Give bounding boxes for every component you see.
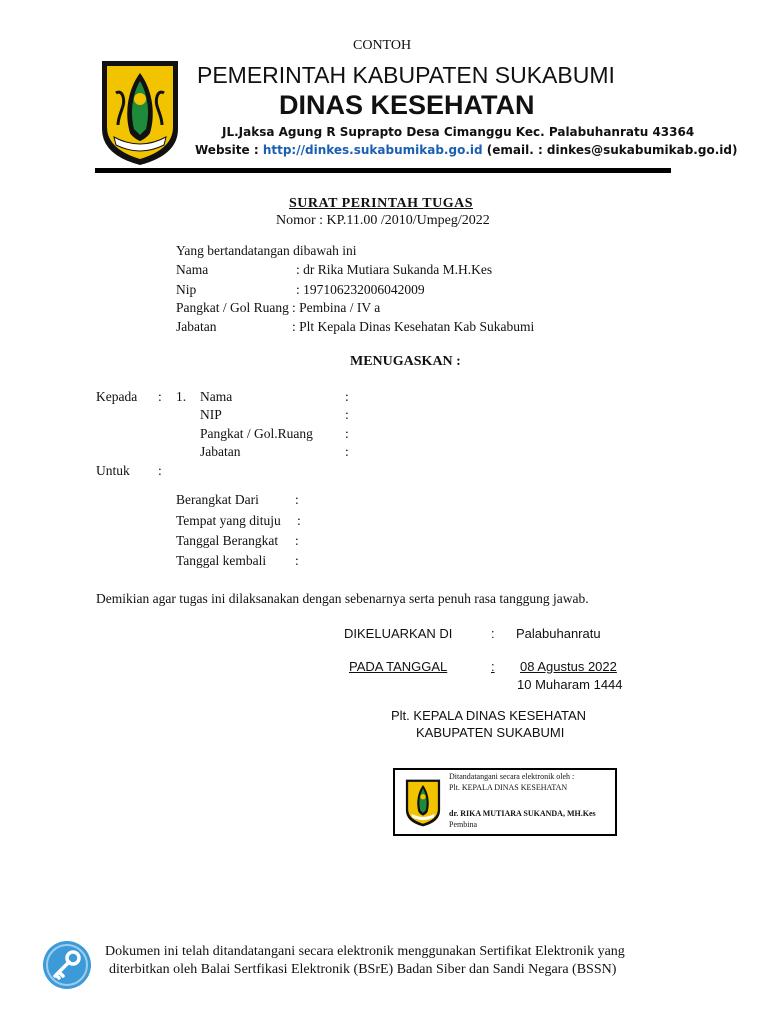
kepada-colon-name: : [345,389,349,404]
signer-value-position: : Plt Kepala Dinas Kesehatan Kab Sukabumi [292,319,535,334]
signer-value-rank: : Pembina / IV a [292,300,381,315]
menugaskan-heading: MENUGASKAN : [350,354,461,369]
website-link[interactable]: http://dinkes.sukabumikab.go.id [262,143,483,157]
kepada-colon-rank: : [345,426,349,441]
header-contact [195,143,737,157]
letter-number: Nomor : KP.11.00 /2010/Umpeg/2022 [276,213,490,228]
footer-line2: diterbitkan oleh Balai Sertfikasi Elektronik (BSrE) Badan Siber dan Sandi Negara (BSSN) [109,962,617,977]
travel-return-date-colon: : [295,553,299,568]
sukabumi-emblem-icon [100,59,180,167]
signer-intro: Yang bertandatangan dibawah ini [176,243,357,258]
contoh-label: CONTOH [353,38,412,53]
bsre-key-icon [42,940,92,990]
kepada-field-rank: Pangkat / Gol.Ruang [200,426,313,441]
sign-title-line2: KABUPATEN SUKABUMI [416,725,565,740]
header-divider [95,168,671,173]
letter-title: SURAT PERINTAH TUGAS [289,196,474,211]
signer-label-name: Nama [176,262,209,277]
kepada-colon: : [158,389,162,404]
email-text: (email. : dinkes@sukabumikab.go.id) [486,143,738,157]
sukabumi-emblem-small-icon [405,776,441,830]
issued-date-value: 08 Agustus 2022 [520,659,617,674]
kepada-colon-nip: : [345,407,349,422]
signer-label-rank: Pangkat / Gol Ruang [176,300,289,315]
signer-value-name: : dr Rika Mutiara Sukanda M.H.Kes [296,262,493,277]
issued-at-label: DIKELUARKAN DI [344,626,453,641]
kepada-field-name: Nama [200,389,233,404]
signer-label-position: Jabatan [176,319,217,334]
esign-rank: Pembina [449,820,477,829]
sign-title-line1: Plt. KEPALA DINAS KESEHATAN [391,708,587,723]
travel-depart-date-colon: : [295,533,299,548]
esign-line2: Plt. KEPALA DINAS KESEHATAN [449,783,568,792]
travel-return-date-label: Tanggal kembali [176,553,267,568]
untuk-label: Untuk [96,463,130,478]
issued-hijri-date: 10 Muharam 1444 [517,677,623,692]
footer-line1: Dokumen ini telah ditandatangani secara elektronik menggunakan Sertifikat Elektronik yang [105,944,625,959]
header-address: JL.Jaksa Agung R Suprapto Desa Cimanggu Kec. Palabuhanratu 43364 [222,125,695,139]
issued-date-label: PADA TANGGAL [349,659,448,674]
travel-departure-label: Berangkat Dari [176,492,259,507]
signer-value-nip: : 197106232006042009 [296,282,425,297]
signer-label-nip: Nip [176,282,197,297]
travel-destination-label: Tempat yang dituju [176,513,281,528]
untuk-colon: : [158,463,162,478]
travel-destination-colon: : [297,513,301,528]
kepada-field-nip: NIP [200,407,222,422]
issued-date-colon: : [491,659,495,674]
travel-departure-colon: : [295,492,299,507]
issued-at-colon: : [491,626,495,641]
esign-line1: Ditandatangani secara elektronik oleh : [449,772,575,781]
kepada-colon-position: : [345,444,349,459]
closing-statement: Demikian agar tugas ini dilaksanakan dengan sebenarnya serta penuh rasa tanggung jawab. [96,591,589,606]
header-agency: DINAS KESEHATAN [279,90,535,120]
esign-box [393,768,617,836]
esign-name: dr. RIKA MUTIARA SUKANDA, MH.Kes [449,809,596,818]
issued-at-value: Palabuhanratu [516,626,601,641]
travel-depart-date-label: Tanggal Berangkat [176,533,279,548]
kepada-number: 1. [176,389,187,404]
website-label: Website : [195,143,263,157]
kepada-label: Kepada [96,389,138,404]
kepada-field-position: Jabatan [200,444,241,459]
header-government: PEMERINTAH KABUPATEN SUKABUMI [197,62,615,88]
